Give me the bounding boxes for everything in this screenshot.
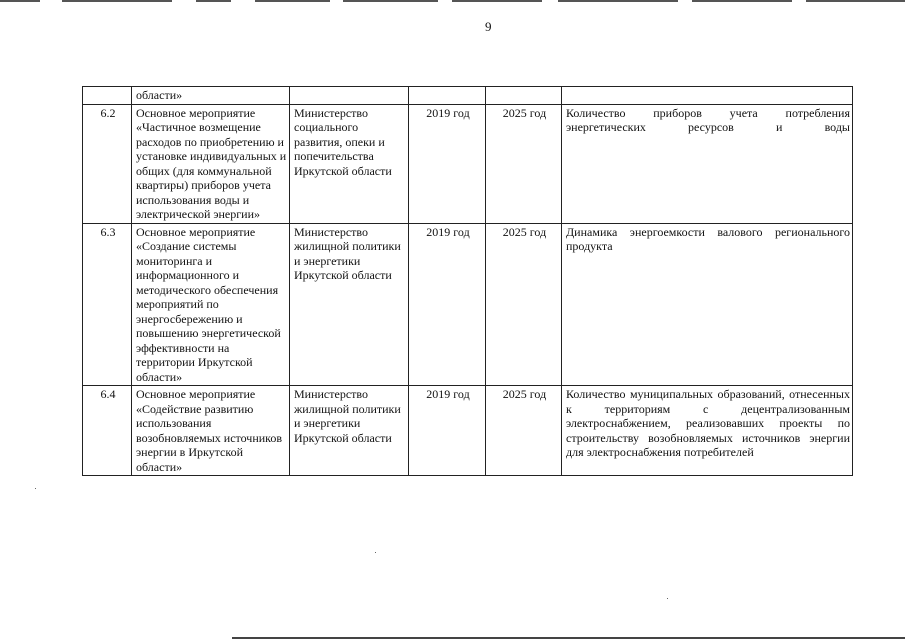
event-cell: области» [132,87,290,105]
end-year-cell [486,87,562,105]
row-number-cell [83,87,132,105]
table-row [83,223,853,386]
top-edge-rule [0,0,905,3]
table-row [83,386,853,476]
scan-speck [375,552,376,553]
event-cell: Основное мероприятие «Содействие развитию использования возобновляемых источников энергии в Иркутской области» [132,386,290,476]
start-year-cell: 2019 год [409,223,486,386]
page-number: 9 [485,19,492,34]
end-year-cell: 2025 год [486,386,562,476]
end-year-cell: 2025 год [486,104,562,223]
start-year-cell: 2019 год [409,386,486,476]
start-year-cell [409,87,486,105]
event-cell: Основное мероприятие «Создание системы мониторинга и информационного и методического обеспечения мероприятий по энергосбережению и повышению энергетической эффективности на территории Иркутской области» [132,223,290,386]
row-number-cell: 6.3 [83,223,132,386]
program-events-table [82,86,853,476]
executor-cell: Министерство жилищной политики и энергетики Иркутской области [290,223,409,386]
table-row [83,104,853,223]
bottom-edge-rule [232,637,905,639]
scan-speck [35,488,36,489]
event-cell: Основное мероприятие «Частичное возмещение расходов по приобретению и установке индивидуальных и общих (для коммунальной квартиры) приборов учета использования воды и электрической энергии» [132,104,290,223]
executor-cell: Министерство жилищной политики и энергетики Иркутской области [290,386,409,476]
executor-cell: Министерство социального развития, опеки и попечительства Иркутской области [290,104,409,223]
executor-cell [290,87,409,105]
end-year-cell: 2025 год [486,223,562,386]
indicator-cell: Количество муниципальных образований, отнесенных к территориям с децентрализованным электроснабжением, реализовавших проекты по строительству возобновляемых источников энергии для электроснабжения потребителей [562,386,853,476]
scan-speck [667,598,668,599]
indicator-cell: Динамика энергоемкости валового регионального продукта [562,223,853,386]
table-row-continuation [83,87,853,105]
indicator-cell [562,87,853,105]
start-year-cell: 2019 год [409,104,486,223]
indicator-cell: Количество приборов учета потребления энергетических ресурсов и воды [562,104,853,223]
row-number-cell: 6.4 [83,386,132,476]
row-number-cell: 6.2 [83,104,132,223]
